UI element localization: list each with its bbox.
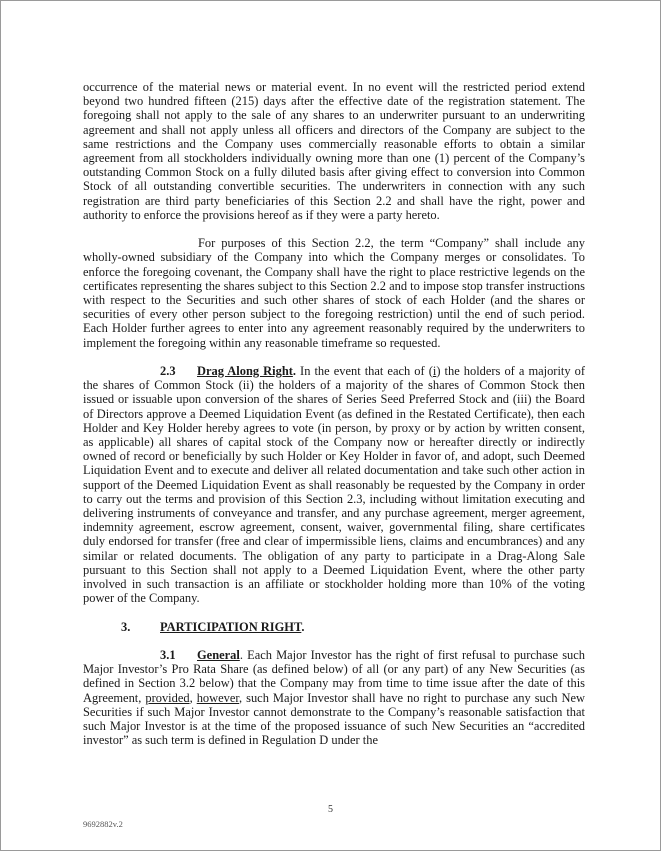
section-number: 3. [121, 619, 131, 634]
provided-term: provided [145, 690, 190, 705]
page-number: 5 [328, 804, 333, 815]
section-title: PARTICIPATION RIGHT [160, 619, 302, 634]
section-number: 2.3 [160, 364, 176, 379]
comma: , [189, 690, 197, 705]
section-text: ) the holders of a majority of the shares of Common Stock (ii) the holders of a majority of the shares of Common Stock then issued or issuable upon conversion of the shares of Series Seed Preferred Stock and (iii) the Board of Directors approve a Deemed Liquidation Event (as defined in the Restated Certificate), then each Holder and Key Holder hereby agrees to vote (in person, by proxy or by action by written consent, as applicable) all shares of capital stock of the Company now or hereafter directly or indirectly owned of record or beneficially by such Holder or Key Holder in favor of, and adopt, such Deemed Liquidation Event and to execute and deliver all related documentation and take such other action in support of the Deemed Liquidation Event as shall reasonably be requested by the Company in order to carry out the terms and provision of this Section 2.3, including without limitation executing and delivering instruments of conveyance and transfer, and any purchase agreement, merger agreement, indemnity agreement, escrow agreement, consent, waiver, governmental filing, share certificates duly endorsed for transfer (free and clear of impermissible liens, claims and encumbrances) and any similar or related documents. The obligation of any party to participate in a Drag-Along Sale pursuant to this Section shall not apply to a Deemed Liquidation Event, where the other party involved in such transaction is an affiliate or stockholder holding more than 10% of the voting power of the Company. [83, 364, 586, 606]
section-title: Drag Along Right [197, 364, 293, 379]
section-3-1 [83, 648, 585, 747]
section-2-3 [83, 364, 585, 605]
section-text: Each Major Investor has the right of first refusal to purchase such Major Investor’s Pro Rata Share (as defined below) of all (or any part) of any New Securities (as defined in Section 3.2 below) that the Company may from time to time issue after the date of this Agreement, [83, 648, 585, 705]
section-3-heading [83, 620, 585, 634]
section-number: 3.1 [160, 648, 176, 663]
paragraph-company-definition: For purposes of this Section 2.2, the term “Company” shall include any wholly-owned subsidiary of the Company into which the Company merges or consolidates. To enforce the foregoing covenant, the Company shall have the right to place restrictive legends on the certificates representing the shares subject to this Section 2.2 and to impose stop transfer instructions with respect to the Securities and such other shares of stock of each Holder (and the shares or securities of every other person subject to the foregoing restriction) until the end of such period. Each Holder further agrees to enter into any agreement reasonably required by the underwriters to implement the foregoing within any reasonable timeframe so requested. [83, 236, 585, 350]
section-title-punct: . [301, 619, 305, 634]
section-title-punct: . [292, 364, 296, 379]
section-title: General [197, 648, 240, 663]
paragraph-lockup-continued: occurrence of the material news or material event. In no event will the restricted period extend beyond two hundred fifteen (215) days after the effective date of the registration statement. The foregoing shall not apply to the sale of any shares to an underwriter pursuant to an underwriting agreement and shall not apply unless all officers and directors of the Company are subject to the same restrictions and the Company uses commercially reasonable efforts to obtain a similar agreement from all stockholders individually owning more than one (1) percent of the Company’s outstanding Common Stock on a fully diluted basis after giving effect to conversion into Common Stock of all outstanding convertible securities. The underwriters in connection with any such registration are third party beneficiaries of this Section 2.2 and shall have the right, power and authority to enforce the provisions hereof as if they were a party hereto. [83, 80, 585, 222]
document-id: 9692882v.2 [83, 819, 123, 829]
section-text-continued: , such Major Investor shall have no right to purchase any such New Securities if such Major Investor cannot demonstrate to the Company’s reasonable satisfaction that such Major Investor is at the time of the proposed issuance of such New Securities an “accredited investor” as such term is defined in Regulation D under the [83, 690, 585, 748]
section-intro: In the event that each of ( [296, 364, 433, 379]
document-body [83, 80, 585, 747]
section-title-punct: . [239, 648, 243, 663]
roman-numeral: i [432, 364, 437, 379]
however-term: however [196, 690, 240, 705]
